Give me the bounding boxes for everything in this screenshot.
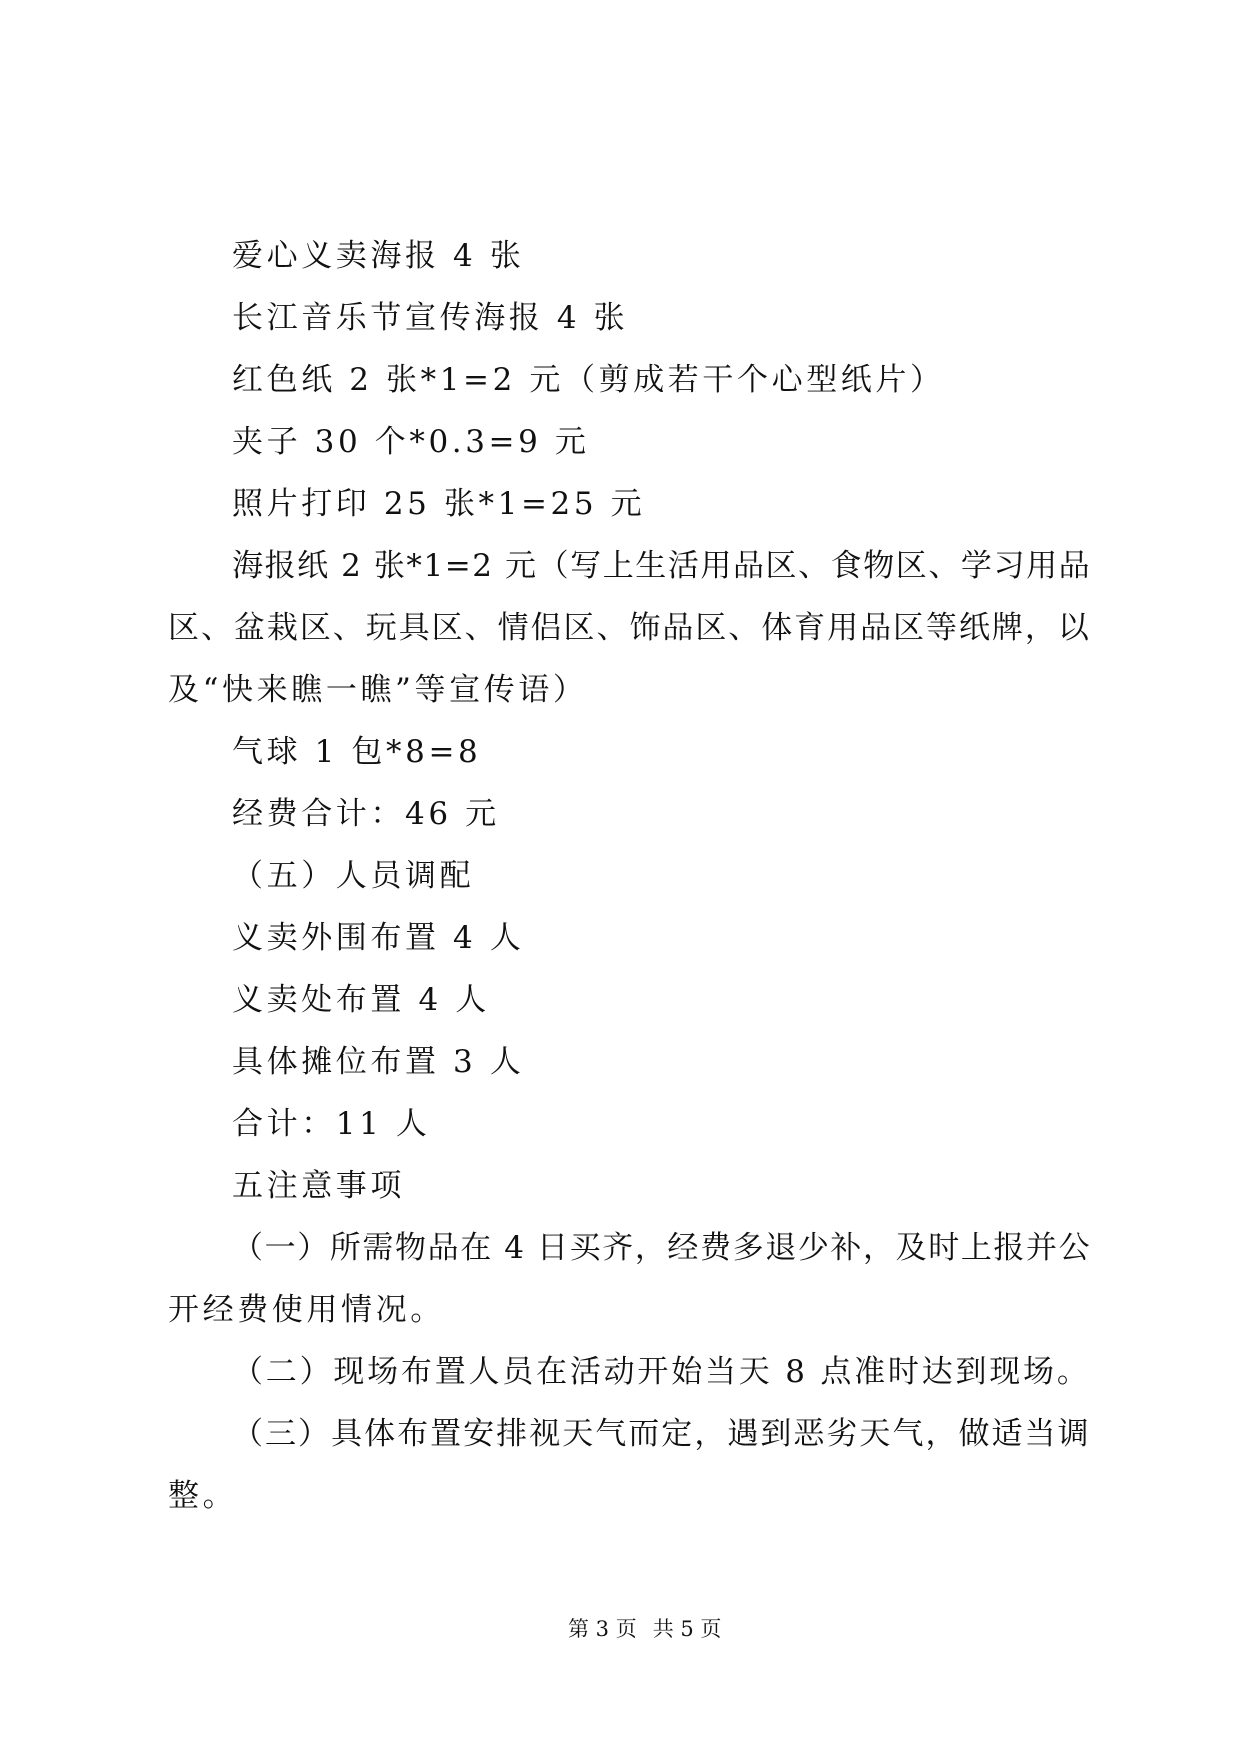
text-line: 合计：11 人	[232, 1106, 431, 1142]
text-line: （二）现场布置人员在活动开始当天 8 点准时达到现场。	[232, 1354, 1091, 1390]
text-line: 义卖外围布置 4 人	[232, 920, 525, 956]
section-heading: 五注意事项	[232, 1168, 405, 1204]
text-line: 长江音乐节宣传海报 4 张	[232, 300, 629, 336]
text-line: （三）具体布置安排视天气而定，遇到恶劣天气，做适当调	[232, 1416, 1091, 1452]
text-line: 义卖处布置 4 人	[232, 982, 490, 1018]
text-line: 区、盆栽区、玩具区、情侣区、饰品区、体育用品区等纸牌，以	[168, 610, 1091, 646]
text-line: 爱心义卖海报 4 张	[232, 238, 525, 274]
text-line: 整。	[168, 1478, 238, 1514]
text-line: 具体摊位布置 3 人	[232, 1044, 525, 1080]
section-heading: （五）人员调配	[232, 858, 475, 894]
text-line: 经费合计：46 元	[232, 796, 500, 832]
text-line: 及“快来瞧一瞧”等宣传语）	[168, 672, 588, 708]
page-number-current: 第 3 页	[568, 1617, 637, 1641]
text-line: 夹子 30 个*0.3=9 元	[232, 424, 590, 460]
text-line: （一）所需物品在 4 日买齐，经费多退少补，及时上报并公	[232, 1230, 1092, 1266]
text-line: 红色纸 2 张*1=2 元（剪成若干个心型纸片）	[232, 362, 945, 398]
text-line: 照片打印 25 张*1=25 元	[232, 486, 646, 522]
text-line: 开经费使用情况。	[168, 1292, 445, 1328]
text-line: 海报纸 2 张*1=2 元（写上生活用品区、食物区、学习用品	[232, 548, 1092, 584]
page-footer	[568, 1615, 721, 1643]
page-number-total: 共 5 页	[652, 1617, 722, 1641]
text-line: 气球 1 包*8=8	[232, 734, 482, 770]
